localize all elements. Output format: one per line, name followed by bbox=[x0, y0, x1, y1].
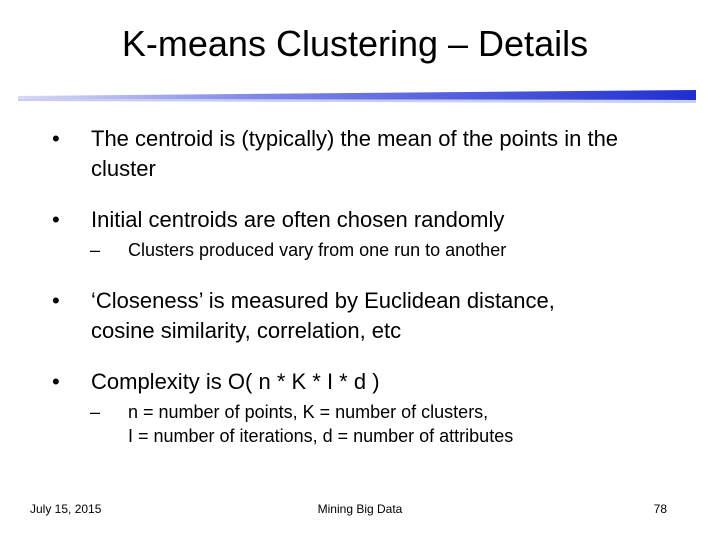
footer-title: Mining Big Data bbox=[317, 502, 403, 516]
bullet-marker: • bbox=[52, 369, 60, 394]
page-number: 78 bbox=[653, 502, 667, 516]
bullet-text-line: Complexity is O( n * K * I * d ) bbox=[91, 369, 380, 394]
sub-bullet-marker: – bbox=[90, 240, 101, 260]
bullet-marker: • bbox=[52, 207, 60, 232]
bullet-text-line: cosine similarity, correlation, etc bbox=[91, 318, 402, 343]
footer-date: July 15, 2015 bbox=[30, 502, 102, 516]
title-underline bbox=[18, 88, 696, 104]
sub-bullet-text-line: I = number of iterations, d = number of attributes bbox=[128, 426, 514, 446]
sub-bullet-marker: – bbox=[90, 402, 101, 422]
sub-bullet-text-line: Clusters produced vary from one run to another bbox=[128, 240, 507, 260]
bullet-text-line: The centroid is (typically) the mean of the points in the bbox=[91, 126, 619, 151]
bullet-text-line: ‘Closeness’ is measured by Euclidean distance, bbox=[91, 288, 555, 313]
bullet-text-line: Initial centroids are often chosen randomly bbox=[91, 207, 505, 232]
bullet-marker: • bbox=[52, 288, 60, 313]
slide-title: K-means Clustering – Details bbox=[121, 23, 589, 64]
bullet-marker: • bbox=[52, 126, 60, 151]
bullet-text-line: cluster bbox=[91, 156, 156, 181]
sub-bullet-text-line: n = number of points, K = number of clusters, bbox=[128, 402, 489, 422]
